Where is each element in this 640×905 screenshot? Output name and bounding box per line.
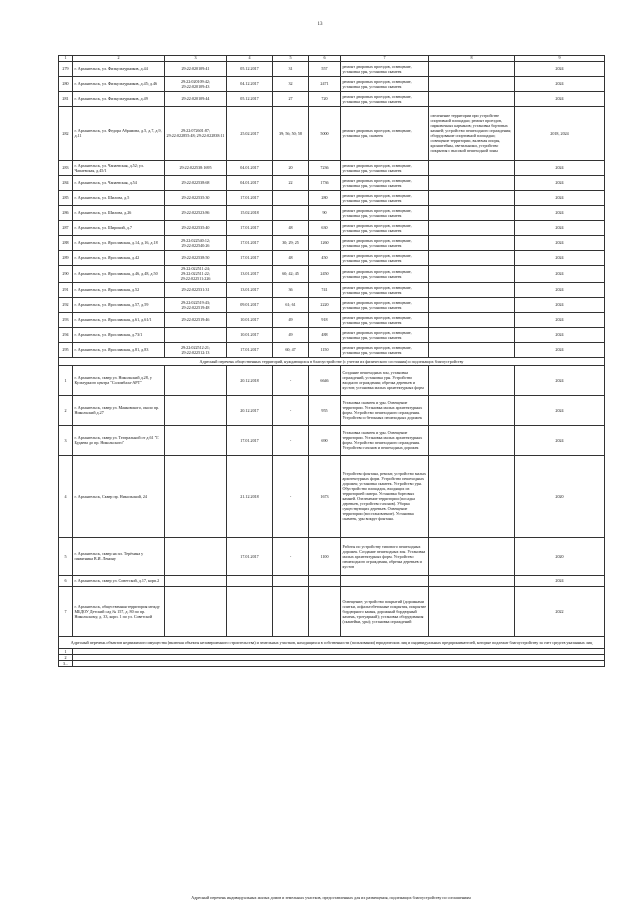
table-cell: 17.01.2017 <box>227 250 273 265</box>
table-cell: Устройство фонтана, ремонт, устройство малых архитектурных форм. Устройство пешеходных дорожек; установка скамеек. Устройство урн. Обустройство площадок, входящих из территорией сквера. Установка бортовых камней. Озеленение территории (посадка деревьев, устройство газонов). Уборка существующих деревьев. Освещение территории (восстановление). Установка скамеек, урн вокруг фонтана. <box>341 455 429 537</box>
table-cell: 32 <box>273 76 309 91</box>
table-cell: 04.12.2017 <box>227 76 273 91</box>
table-row <box>59 297 605 312</box>
column-header: 5 <box>273 56 309 62</box>
table-cell: 17.01.2017 <box>227 425 273 455</box>
table-cell: 2024 <box>515 91 605 106</box>
table-cell: 29:22:020109:41 <box>165 61 227 76</box>
column-header: 6 <box>309 56 341 62</box>
table-cell <box>429 575 515 586</box>
table-cell: - <box>273 455 309 537</box>
table-cell: 29:22:022535:40 <box>165 220 227 235</box>
table-cell: Создание пешеходных зон, установка ограждений, установка урн. Устройство входного ограждения; обрезка деревьев и кустов; установка малых архитектурных форм <box>341 365 429 395</box>
table-cell: ремонт дворовых проездов, освещение, установка урн, установка скамеек <box>341 76 429 91</box>
table-row <box>59 160 605 175</box>
table-cell <box>429 586 515 636</box>
table-cell: 290 <box>59 265 73 282</box>
table-cell: г. Архангельск, ул. Чапаевская, д.52; ул. Чапаевская, д.45/1 <box>73 160 165 175</box>
table-row <box>59 575 605 586</box>
table-cell <box>429 537 515 575</box>
table-row <box>59 660 605 666</box>
table-row <box>59 312 605 327</box>
table-cell: 279 <box>59 61 73 76</box>
table-cell: 286 <box>59 205 73 220</box>
table-cell: 04.01.2017 <box>227 175 273 190</box>
table-row <box>59 220 605 235</box>
table-cell: г. Архангельск, ул. Ярославская, д.52 <box>73 282 165 297</box>
table-cell: 20.12.2018 <box>227 365 273 395</box>
table-cell: 3 <box>59 425 73 455</box>
table-cell <box>273 190 309 205</box>
table-cell: 282 <box>59 106 73 160</box>
table-cell: 2024 <box>515 575 605 586</box>
table-cell: 90 <box>309 205 341 220</box>
table-cell: 29:22:022519:43; 29:22:022519:48 <box>165 297 227 312</box>
table-cell: 17.01.2017 <box>227 537 273 575</box>
table-cell: 280 <box>59 76 73 91</box>
table-cell: 29:22:022519:46 <box>165 312 227 327</box>
table-cell: ремонт дворовых проездов, освещение, установка урн, установка скамеек <box>341 312 429 327</box>
table-cell: г. Архангельск, ул. Шилова, д.5 <box>73 190 165 205</box>
table-cell: 2220 <box>309 297 341 312</box>
table-cell: г. Архангельск, ул. Ярославская, д.73/1 <box>73 327 165 342</box>
table-cell: ремонт дворовых проездов, освещение, установка урн, установка скамеек <box>341 235 429 250</box>
table-cell: 29:22:072601:87; 29:22:022855:48; 29:22:022838:11 <box>165 106 227 160</box>
table-cell: 2020 <box>515 537 605 575</box>
table-cell: Освещение; устройство покрытий (дорожками плитки, асфальтобетонные покрытия, покрытие бордюрного камня, дорожный бордюрный камень, тротуарный); установка оборудования (скамейки, урн); установка ограждений <box>341 586 429 636</box>
table-cell: - <box>273 395 309 425</box>
table-cell: 2024 <box>515 365 605 395</box>
table-row <box>59 250 605 265</box>
table-cell: 2024 <box>515 61 605 76</box>
table-cell: 2018, 2024 <box>515 106 605 160</box>
section-heading: Адресный перечень общественных территорий, нуждающихся в благоустройстве (с учетом их физического состояния) и подлежащих благоустройству <box>59 357 605 365</box>
table-cell: ремонт дворовых проездов, освещение, установка урн, установка скамеек <box>341 91 429 106</box>
table-cell <box>273 575 309 586</box>
table-cell: 49 <box>273 312 309 327</box>
table-cell: 49 <box>273 327 309 342</box>
table-cell: 2471 <box>309 76 341 91</box>
table-cell: 15.02.2018 <box>227 205 273 220</box>
table-cell: г. Архангельск, ул. Ярославская, д.46, д.48, д.50 <box>73 265 165 282</box>
table-cell: ремонт дворовых проездов, освещение, установка урн, установка скамеек <box>341 282 429 297</box>
table-cell: 1 <box>59 365 73 395</box>
table-cell: 2 <box>59 654 73 660</box>
table-cell: г. Архангельск, общественная территория между МБДОУ Детский сад № 157, д. 80 по пр. Никольскому, д. 33, корп. 1 по ул. Советской <box>73 586 165 636</box>
table-cell <box>165 455 227 537</box>
table-cell: 27 <box>273 91 309 106</box>
table-cell <box>429 282 515 297</box>
table-cell: ремонт дворовых проездов, освещение, установка урн, установка скамеек <box>341 205 429 220</box>
table-cell: г. Архангельск, ул. Ярославская, д.57, д.59 <box>73 297 165 312</box>
table-cell: ремонт дворовых проездов, освещение, установка урн, установка скамеек <box>341 220 429 235</box>
table-cell: 281 <box>59 91 73 106</box>
table-cell: 2024 <box>515 160 605 175</box>
table-cell: 29:22:022538:1695 <box>165 160 227 175</box>
table-cell: 2024 <box>515 312 605 327</box>
table-cell: 2024 <box>515 297 605 312</box>
table-row <box>59 106 605 160</box>
table-cell: 2022 <box>515 586 605 636</box>
table-cell <box>429 265 515 282</box>
table-row <box>59 61 605 76</box>
table-cell: 20 <box>273 160 309 175</box>
table-cell: 61; 61 <box>273 297 309 312</box>
table-cell: 294 <box>59 327 73 342</box>
table-cell: 720 <box>309 91 341 106</box>
table-cell <box>429 365 515 395</box>
table-cell <box>429 297 515 312</box>
table-cell: г. Архангельск, ул. Физкультурников, д.49 <box>73 91 165 106</box>
table-cell: 09.01.2017 <box>227 297 273 312</box>
table-cell: 7236 <box>309 160 341 175</box>
table-cell: 6646 <box>309 365 341 395</box>
table-cell: 17.01.2017 <box>227 235 273 250</box>
table-cell: 29:22:022535:30 <box>165 190 227 205</box>
table-cell: 741 <box>309 282 341 297</box>
table-row <box>59 537 605 575</box>
table-cell: ремонт дворовых проездов, освещение, установка урн, установка скамеек <box>341 265 429 282</box>
table-cell: 2024 <box>515 395 605 425</box>
table-cell: 10.01.2017 <box>227 312 273 327</box>
table-cell: 22 <box>273 175 309 190</box>
table-cell: 955 <box>309 395 341 425</box>
column-header: 2 <box>73 56 165 62</box>
table-cell: ремонт дворовых проездов, освещение, установка урн, установка скамеек <box>341 250 429 265</box>
table-cell: ремонт дворовых проездов, освещение, установка урн, установка скамеек <box>341 160 429 175</box>
table-cell: 29:22:022540:12; 29:22:022540:26 <box>165 235 227 250</box>
table-cell: 488 <box>309 327 341 342</box>
table-cell: 1673 <box>309 455 341 537</box>
table-cell: 10.01.2017 <box>227 327 273 342</box>
table-cell: Работы по устройству типового пешеходных дорожек. Создание пешеходных зон. Установка малых архитектурных форм. Устройство пешеходного ограждения, обрезка деревьев и кустов <box>341 537 429 575</box>
table-cell: ремонт дворовых проездов, освещение, установка урн, установка скамеек <box>341 61 429 76</box>
table-cell <box>429 175 515 190</box>
table-cell: г. Архангельск, ул. Ярославская, д.14, д.16, д.18 <box>73 235 165 250</box>
table-cell <box>165 575 227 586</box>
table-cell: 29:22:022511:24; 29:22:022511:22; 29:22:022511:226 <box>165 265 227 282</box>
table-cell <box>429 455 515 537</box>
section-heading-row <box>59 357 605 365</box>
table-cell: 17.01.2017 <box>227 220 273 235</box>
table-cell: 1 <box>59 648 73 654</box>
table-cell: 30; 29; 25 <box>273 235 309 250</box>
address-table <box>58 55 605 667</box>
column-header: 1 <box>59 56 73 62</box>
table-cell <box>341 575 429 586</box>
table-cell: 1100 <box>309 537 341 575</box>
column-header: 4 <box>227 56 273 62</box>
table-cell: 29:22:022512:21; 29:22:022512:13 <box>165 342 227 357</box>
table-cell <box>165 395 227 425</box>
table-cell <box>429 235 515 250</box>
table-cell: г. Архангельск, ул. Физкультурников, д.44 <box>73 61 165 76</box>
table-cell: 2024 <box>515 235 605 250</box>
table-cell: Установка скамеек и урн. Освещение территории. Установка малых архитектурных форм. Устройство пешеходного ограждения. Устройство и бетонных пешеходных дорожек <box>341 395 429 425</box>
table-row <box>59 365 605 395</box>
table-cell: 29:22:022531:31 <box>165 282 227 297</box>
table-cell: 630 <box>309 220 341 235</box>
table-cell <box>227 586 273 636</box>
table-row <box>59 342 605 357</box>
table-cell <box>227 575 273 586</box>
table-cell: 1260 <box>309 235 341 250</box>
table-cell: 05.12.2017 <box>227 91 273 106</box>
table-cell <box>165 425 227 455</box>
table-cell: 289 <box>59 250 73 265</box>
table-cell: 2024 <box>515 265 605 282</box>
table-cell: 3... <box>59 660 73 666</box>
table-cell: ремонт дворовых проездов, освещение, установка урн, установка скамеек <box>341 190 429 205</box>
table-cell: 280 <box>309 190 341 205</box>
table-cell <box>273 205 309 220</box>
table-cell: 2024 <box>515 425 605 455</box>
table-cell: 13.01.2017 <box>227 265 273 282</box>
table-cell: 2024 <box>515 205 605 220</box>
table-cell: г. Архангельск, сквер ул. Театральной от д.61 "Г. Будаева до пр. Никольского" <box>73 425 165 455</box>
table-cell: 2024 <box>515 250 605 265</box>
table-cell: г. Архангельск, ул. Физкультурников, д.45; д.46 <box>73 76 165 91</box>
table-cell: 29:22:022538:68 <box>165 175 227 190</box>
table-cell: ремонт дворовых проездов, освещение, установка урн, установка скамеек <box>341 297 429 312</box>
table-cell: г. Архангельск, сквер ул. Никольский д.28, у Культурного центра "Соломбала-АРТ" <box>73 365 165 395</box>
table-cell: г. Архангельск, ул. Шилова, д.26 <box>73 205 165 220</box>
table-cell: 2020 <box>515 455 605 537</box>
table-cell: 04.01.2017 <box>227 160 273 175</box>
table-cell: 450 <box>309 250 341 265</box>
table-cell: 4 <box>59 455 73 537</box>
table-row <box>59 235 605 250</box>
table-cell: г. Архангельск, сквер ул. Маяковского, около пр. Никольский д.27 <box>73 395 165 425</box>
table-cell <box>309 575 341 586</box>
table-cell: ремонт дворовых проездов, освещение, установка урн, установка скамеек <box>341 175 429 190</box>
table-cell: 285 <box>59 190 73 205</box>
column-header: 9 <box>515 56 605 62</box>
table-cell: г. Архангельск, ул. Ярославская, д.42 <box>73 250 165 265</box>
table-cell <box>165 365 227 395</box>
table-cell <box>429 312 515 327</box>
table-cell: г. Архангельск, сквер ул. Советской, д.17, корп.2 <box>73 575 165 586</box>
table-cell: - <box>273 425 309 455</box>
table-row <box>59 327 605 342</box>
table-cell: 36 <box>273 282 309 297</box>
table-cell: 29:22:020109:44 <box>165 91 227 106</box>
table-cell <box>429 91 515 106</box>
table-cell: 2 <box>59 395 73 425</box>
table-cell: 2024 <box>515 76 605 91</box>
table-cell: 557 <box>309 61 341 76</box>
table-row <box>59 265 605 282</box>
table-cell: 7 <box>59 586 73 636</box>
table-cell <box>165 327 227 342</box>
table-cell: ремонт дворовых проездов, освещение, установка урн, установка скамеек <box>341 342 429 357</box>
table-cell: озеленение территории при устройстве спортивной площадки; ремонт проездов, парковочных карманов; установка бортовых камней; устройство пешеходного ограждения; оборудование спортивной площадки; освещение территории, включая опоры, кронштейны, светильники, устройство покрытия с высокой пешеходной зоны <box>429 106 515 160</box>
footer-note: Адресный перечень индивидуальных жилых домов и земельных участков, предоставленных для их размещения, подлежащих благоустройству по соглашениям <box>191 895 471 900</box>
table-cell: ремонт дворовых проездов, освещение, установка урн, скамеек <box>341 106 429 160</box>
table-cell: 2024 <box>515 342 605 357</box>
table-cell <box>273 586 309 636</box>
table-row <box>59 91 605 106</box>
table-cell <box>429 160 515 175</box>
table-row <box>59 205 605 220</box>
table-cell <box>429 190 515 205</box>
table-row <box>59 586 605 636</box>
table-cell <box>429 342 515 357</box>
column-header: 7 <box>341 56 429 62</box>
table-body <box>59 61 605 666</box>
table-cell: 288 <box>59 235 73 250</box>
table-cell: 25.02.2017 <box>227 106 273 160</box>
table-cell: 17.01.2017 <box>227 190 273 205</box>
table-cell: 60; 42; 45 <box>273 265 309 282</box>
table-cell: 05.12.2017 <box>227 61 273 76</box>
table-cell: 918 <box>309 312 341 327</box>
table-cell: 284 <box>59 175 73 190</box>
section-heading: Адресный перечень объектов недвижимого имущества (включая объекты незавершенного строительства) и земельных участков, находящихся в собственности (пользовании) юридических лиц и индивидуальных предпринимателей, которые подлежат благоустройству за счет средств указанных лиц <box>59 636 605 648</box>
column-header: 8 <box>429 56 515 62</box>
table-cell: 5 <box>59 537 73 575</box>
table-cell: 13.01.2017 <box>227 282 273 297</box>
table-cell: 39; 56; 50; 58 <box>273 106 309 160</box>
table-cell: 1150 <box>309 342 341 357</box>
section-heading-row <box>59 636 605 648</box>
table-row <box>59 175 605 190</box>
table-cell: 60; 47 <box>273 342 309 357</box>
table-row <box>59 395 605 425</box>
table-row <box>59 282 605 297</box>
table-cell: 48 <box>273 220 309 235</box>
table-cell: г. Архангельск, ул. Ярославская, д.61, д.61/1 <box>73 312 165 327</box>
table-cell: 293 <box>59 312 73 327</box>
table-cell: 2024 <box>515 175 605 190</box>
table-cell <box>165 537 227 575</box>
table-cell <box>429 220 515 235</box>
table-cell: 5000 <box>309 106 341 160</box>
table-cell <box>309 586 341 636</box>
page-number: 13 <box>317 22 323 27</box>
table-cell: 6 <box>59 575 73 586</box>
table-cell <box>429 395 515 425</box>
table-cell: 292 <box>59 297 73 312</box>
table-cell: 48 <box>273 250 309 265</box>
table-cell <box>73 660 605 666</box>
table-cell: 2024 <box>515 282 605 297</box>
table-cell: г. Архангельск, ул. Чапаевская, д.54 <box>73 175 165 190</box>
table-cell: 291 <box>59 282 73 297</box>
table-cell: 1736 <box>309 175 341 190</box>
column-header: 3 <box>165 56 227 62</box>
table-cell: г. Архангельск, ул. Широкий, д.7 <box>73 220 165 235</box>
table-cell: Установка скамеек и урн. Освещение территории. Установка малых архитектурных форм. Устройство пешеходного ограждения. Устройство газонов и пешеходных дорожек <box>341 425 429 455</box>
table-cell: - <box>273 537 309 575</box>
table-row <box>59 190 605 205</box>
table-cell: - <box>273 365 309 395</box>
table-row <box>59 425 605 455</box>
table-cell: 20.12.2017 <box>227 395 273 425</box>
table-cell: 2024 <box>515 190 605 205</box>
table-cell <box>429 327 515 342</box>
table-cell <box>429 425 515 455</box>
table-cell: 690 <box>309 425 341 455</box>
table-cell: г. Архангельск, Сквер пр. Никольский, 24 <box>73 455 165 537</box>
table-cell: 29:22:022523:86 <box>165 205 227 220</box>
table-cell: 29:22:022538:50 <box>165 250 227 265</box>
table-cell <box>429 61 515 76</box>
table-cell <box>429 205 515 220</box>
table-cell: г. Архангельск, ул. Ярославская, д.81, д.83 <box>73 342 165 357</box>
table-cell: г. Архангельск, ул. Федора Абрамова, д.5, д.7, д.9, д.11 <box>73 106 165 160</box>
table-row <box>59 76 605 91</box>
table-row <box>59 455 605 537</box>
table-cell: г. Архангельск, сквер на пл. Терёхина у памятника В.И. Ленину <box>73 537 165 575</box>
table-cell: 2450 <box>309 265 341 282</box>
table-cell: 283 <box>59 160 73 175</box>
table-cell <box>165 586 227 636</box>
table-cell: 2024 <box>515 220 605 235</box>
table-cell: ремонт дворовых проездов, освещение, установка урн, установка скамеек <box>341 327 429 342</box>
table-cell: 2024 <box>515 327 605 342</box>
table-cell: 287 <box>59 220 73 235</box>
table-cell: 295 <box>59 342 73 357</box>
table-cell: 31 <box>273 61 309 76</box>
table-cell <box>429 250 515 265</box>
table-cell: 17.01.2017 <box>227 342 273 357</box>
table-cell: 29:22:020109:42; 29:22:020109:43 <box>165 76 227 91</box>
table-cell: 21.12.2018 <box>227 455 273 537</box>
table-cell <box>429 76 515 91</box>
